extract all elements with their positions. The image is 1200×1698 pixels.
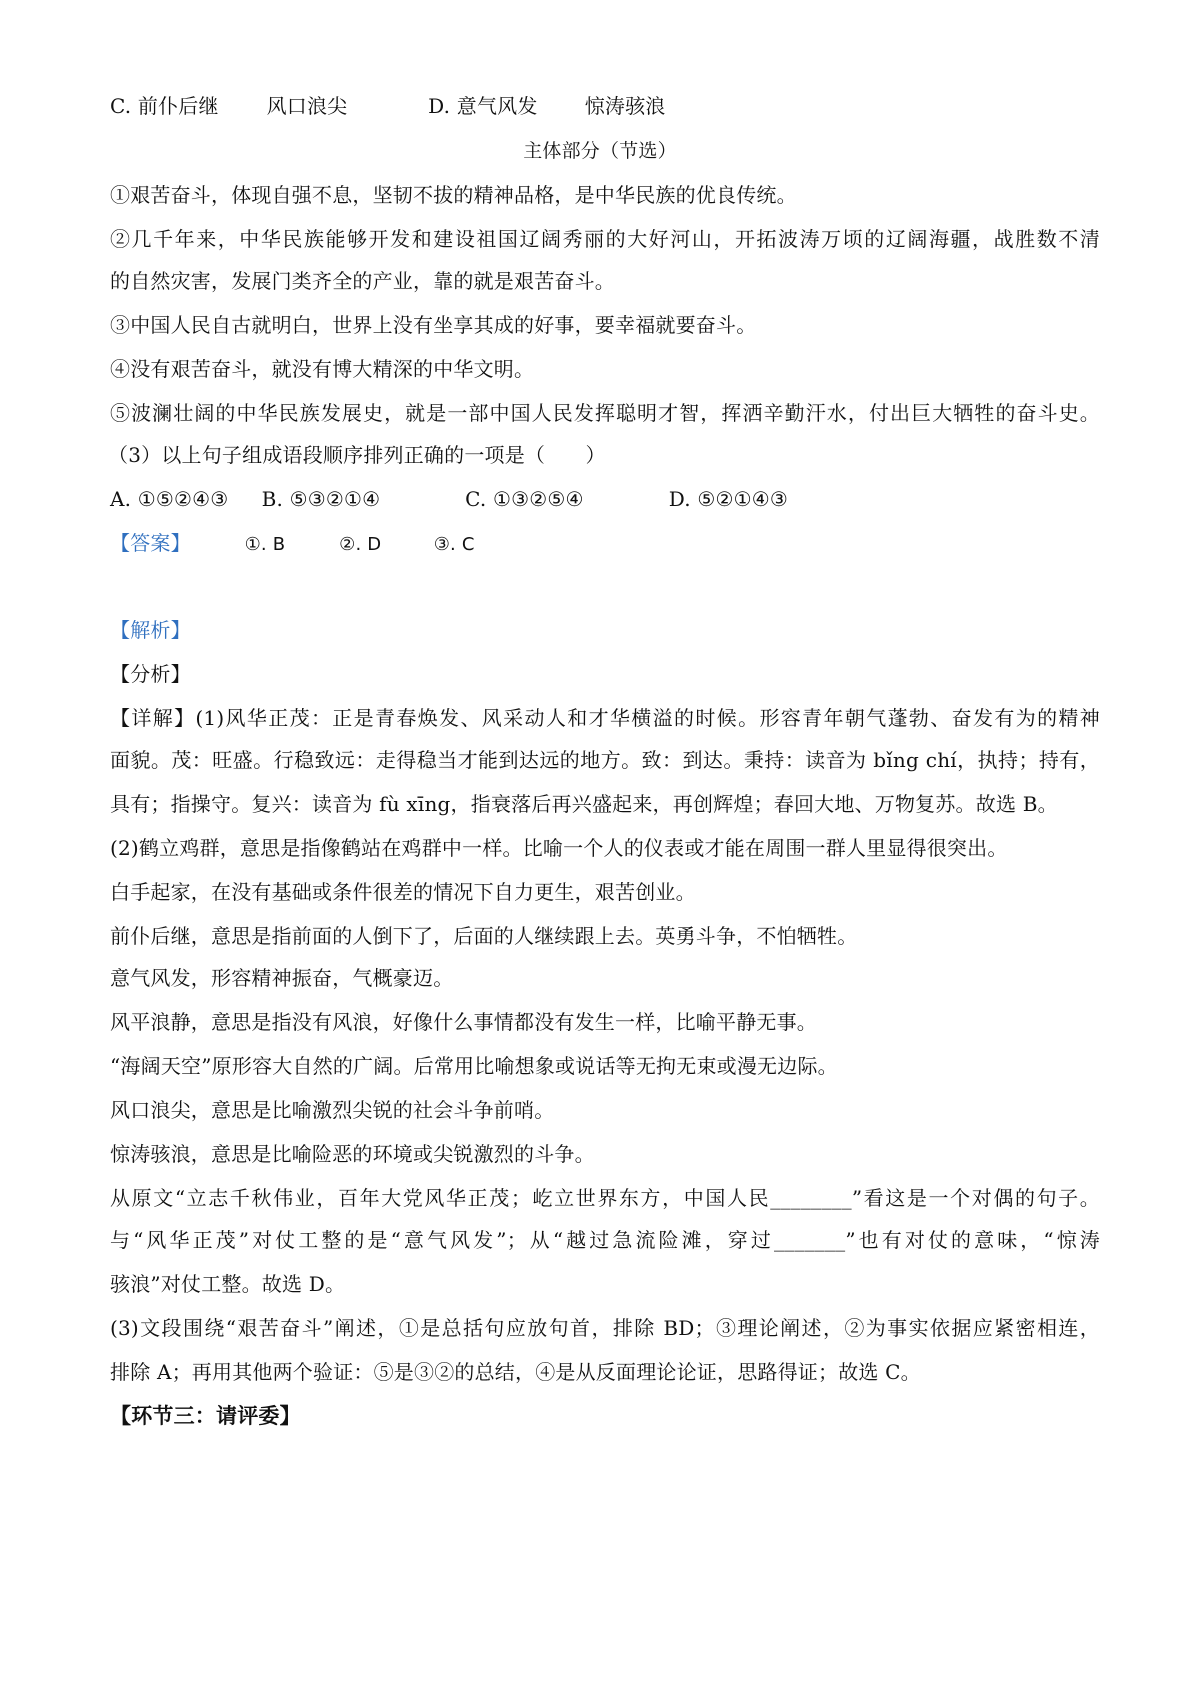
q3-option-c: C. ①③②⑤④ (465, 487, 584, 511)
q3-option-a: A. ①⑤②④③ (110, 487, 229, 511)
answer-row (110, 528, 1100, 560)
detail-line-5: 白手起家，在没有基础或条件很差的情况下自力更生，艰苦创业。 (110, 880, 696, 904)
section-title: 主体部分（节选） (523, 140, 677, 162)
passage-sentence-2a: ②几千年来，中华民族能够开发和建设祖国辽阔秀丽的大好河山，开拓波涛万顷的辽阔海疆，战胜数不清 (110, 227, 1100, 251)
detail-line-3: 具有；指操守。复兴：读音为 fù xīng，指衰落后再兴盛起来，再创辉煌；春回大地、万物复苏。故选 B。 (110, 792, 1058, 816)
detail-line-8: 风平浪静，意思是指没有风浪，好像什么事情都没有发生一样，比喻平静无事。 (110, 1010, 817, 1034)
detail-line-6: 前仆后继，意思是指前面的人倒下了，后面的人继续跟上去。英勇斗争，不怕牺牲。 (110, 924, 858, 948)
option-c-text: 风口浪尖 (266, 94, 348, 118)
section-3-heading: 【环节三：请评委】 (110, 1403, 301, 1428)
detail-line-14: 骇浪”对仗工整。故选 D。 (110, 1272, 346, 1296)
detail-line-13: 与“风华正茂”对仗工整的是“意气风发”；从“越过急流险滩，穿过_______”也有对仗的意味，“惊涛 (110, 1228, 1100, 1252)
detail-line-9: “海阔天空”原形容大自然的广阔。后常用比喻想象或说话等无拘无束或漫无边际。 (110, 1054, 838, 1078)
answer-label: 【答案】 (110, 531, 191, 555)
options-c-d-row (110, 91, 1100, 121)
analysis-label: 【解析】 (110, 618, 191, 642)
detail-line-2: 面貌。茂：旺盛。行稳致远：走得稳当才能到达远的地方。致：到达。秉持：读音为 bǐng chí，执持；持有， (110, 748, 1100, 772)
q3-option-d: D. ⑤②①④③ (668, 487, 788, 511)
option-c-label: C. 前仆后继 (110, 94, 219, 118)
detail-line-15: (3)文段围绕“艰苦奋斗”阐述，①是总括句应放句首，排除 BD；③理论阐述，②为事实依据应紧密相连， (110, 1316, 1100, 1340)
detail-line-12: 从原文“立志千秋伟业，百年大党风华正茂；屹立世界东方，中国人民________”看这是一个对偶的句子。 (110, 1186, 1100, 1210)
detail-line-1: 【详解】(1)风华正茂：正是青春焕发、风采动人和才华横溢的时候。形容青年朝气蓬勃、奋发有为的精神 (110, 706, 1100, 730)
q3-option-b: B. ⑤③②①④ (261, 487, 381, 511)
detail-line-11: 惊涛骇浪，意思是比喻险恶的环境或尖锐激烈的斗争。 (110, 1142, 595, 1166)
detail-line-16: 排除 A；再用其他两个验证：⑤是③②的总结，④是从反面理论论证，思路得证；故选 C。 (110, 1360, 921, 1384)
question-3: （3）以上句子组成语段顺序排列正确的一项是（ ） (108, 443, 606, 467)
passage-sentence-5: ⑤波澜壮阔的中华民族发展史，就是一部中国人民发挥聪明才智，挥洒辛勤汗水，付出巨大牺牲的奋斗史。 (110, 401, 1100, 425)
option-d-label: D. 意气风发 (428, 94, 538, 118)
option-d-text: 惊涛骇浪 (584, 94, 666, 118)
fenxi-label: 【分析】 (110, 662, 191, 686)
passage-sentence-2b: 的自然灾害，发展门类齐全的产业，靠的就是艰苦奋斗。 (110, 269, 615, 293)
detail-line-10: 风口浪尖，意思是比喻激烈尖锐的社会斗争前哨。 (110, 1098, 555, 1122)
detail-line-4: (2)鹤立鸡群，意思是指像鹤站在鸡群中一样。比喻一个人的仪表或才能在周围一群人里显得很突出。 (110, 836, 1008, 860)
passage-sentence-4: ④没有艰苦奋斗，就没有博大精深的中华文明。 (110, 357, 535, 381)
answer-item-2: ②. D (339, 534, 382, 555)
passage-sentence-1: ①艰苦奋斗，体现自强不息，坚韧不拔的精神品格，是中华民族的优良传统。 (110, 183, 797, 207)
answer-item-1: ①. B (244, 534, 286, 555)
q3-options-row (110, 484, 1100, 514)
passage-sentence-3: ③中国人民自古就明白，世界上没有坐享其成的好事，要幸福就要奋斗。 (110, 313, 757, 337)
answer-item-3: ③. C (433, 534, 475, 555)
detail-line-7: 意气风发，形容精神振奋，气概豪迈。 (110, 966, 454, 990)
